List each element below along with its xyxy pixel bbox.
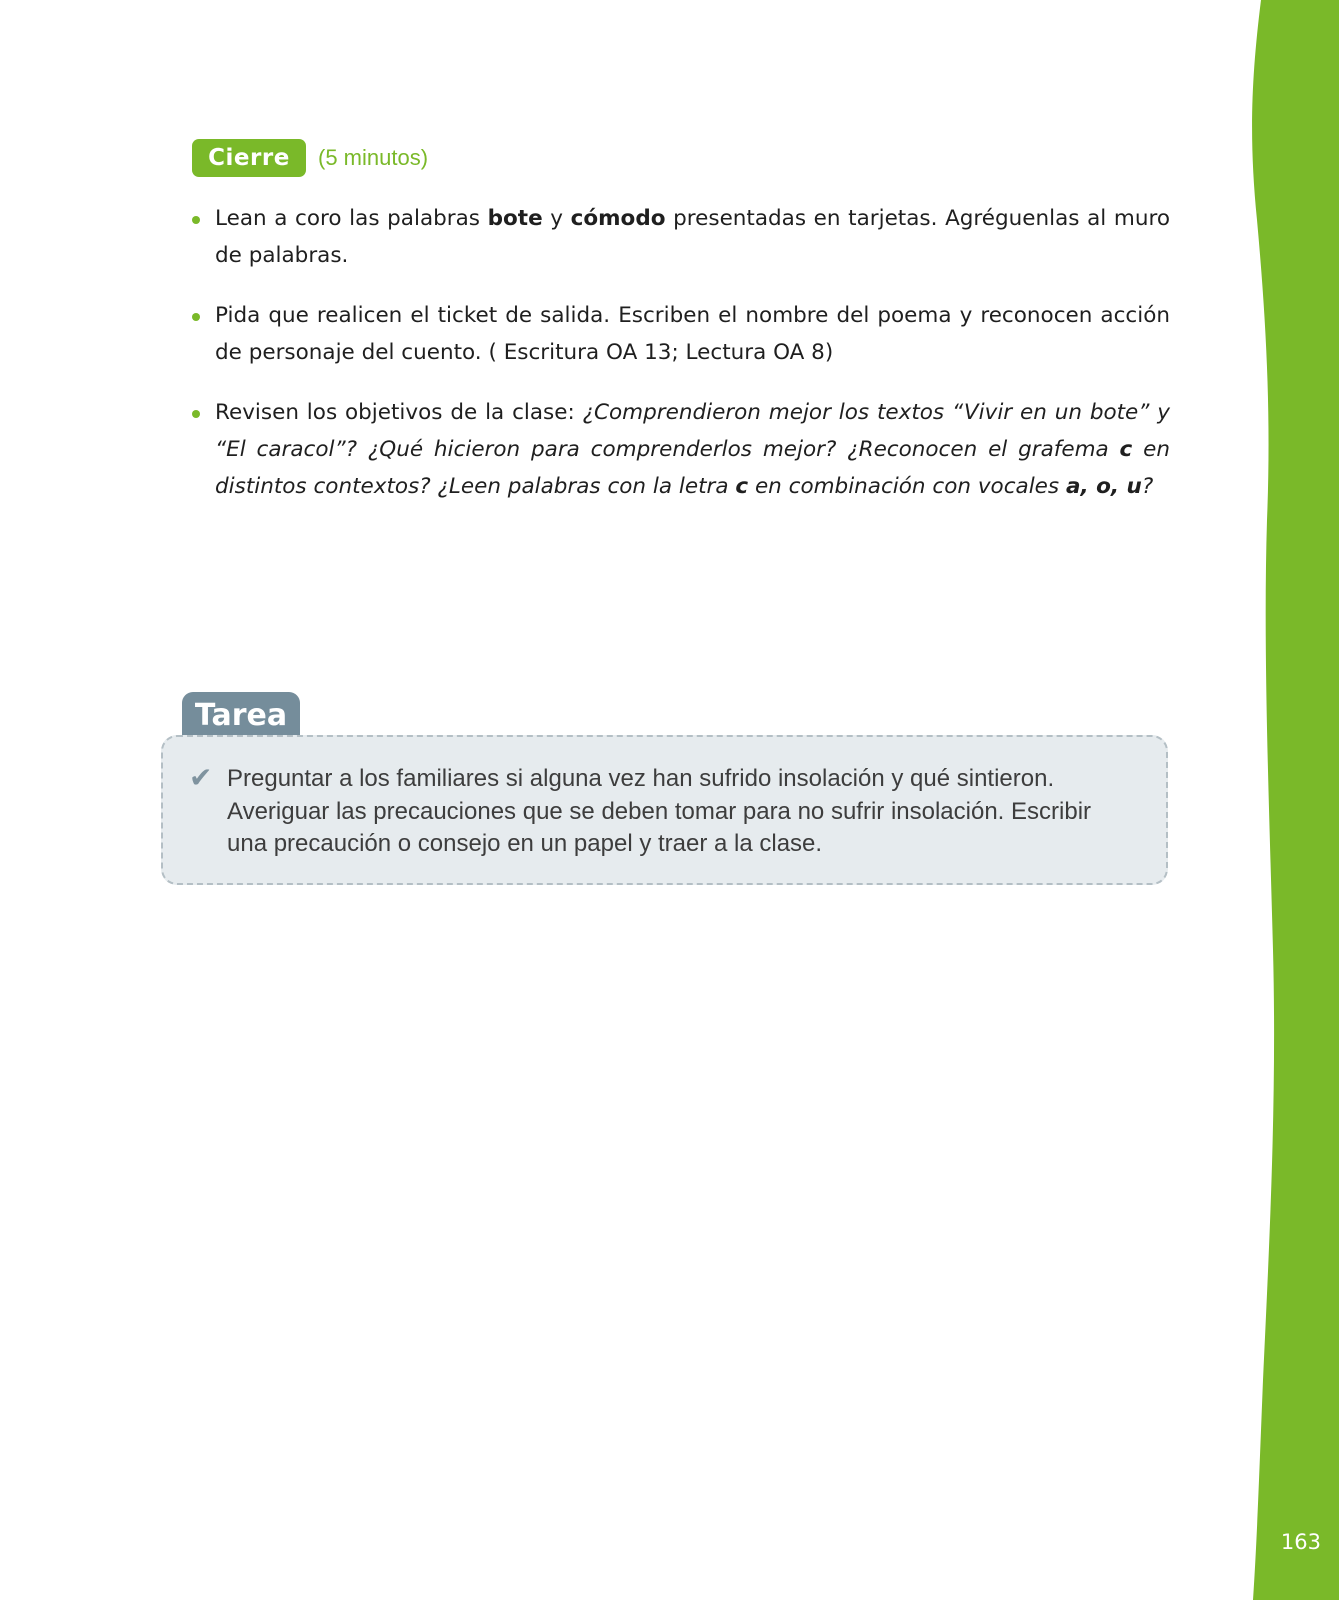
bullet-dot-icon [192,410,200,418]
bullet-text: Lean a coro las palabras [215,206,488,231]
list-item [192,200,1170,274]
section-time: (5 minutos) [318,145,429,170]
bullet-dot-icon [192,216,200,224]
bold-italic-letter: c [1119,437,1133,462]
tarea-box [161,735,1168,885]
italic-text: en distintos contextos? ¿Leen palabras con la letra [215,437,1170,499]
page-number: 163 [1280,1530,1321,1554]
bullet-text: y [542,206,571,231]
tarea-title: Tarea [182,692,300,738]
italic-text: ? [1141,474,1154,499]
italic-text: en combinación con vocales [748,474,1066,499]
bullet-text: Revisen los objetivos de la clase: [215,400,583,425]
italic-text: ¿Comprendieron mejor los textos “Vivir en un bote” y “El caracol”? ¿Qué hicieron para comprenderlos mejor? ¿Reconocen el grafema [215,400,1170,462]
green-side-band [1249,0,1339,1600]
bold-italic-letters: a, o, u [1065,474,1142,499]
tarea-text: Preguntar a los familiares si alguna vez han sufrido insolación y qué sintieron. Averiguar las precauciones que se deben tomar para no sufrir insolación. Escribir una precaución o consejo en un papel y traer a la clase. [227,765,1092,857]
bullet-text: Pida que realicen el ticket de salida. Escriben el nombre del poema y reconocen acción de personaje del cuento. ( Escritura OA 13; Lectura OA 8) [215,303,1170,365]
bullet-list [192,200,1170,528]
section-tag: Cierre [192,139,306,177]
bold-word: cómodo [570,206,666,231]
section-header [192,139,428,177]
bullet-text: presentadas en tarjetas. Agréguenlas al muro de palabras. [215,206,1170,268]
bold-italic-letter: c [735,474,749,499]
bullet-dot-icon [192,313,200,321]
list-item [192,297,1170,371]
check-icon: ✔ [189,761,213,794]
list-item [192,394,1170,505]
bold-word: bote [487,206,543,231]
